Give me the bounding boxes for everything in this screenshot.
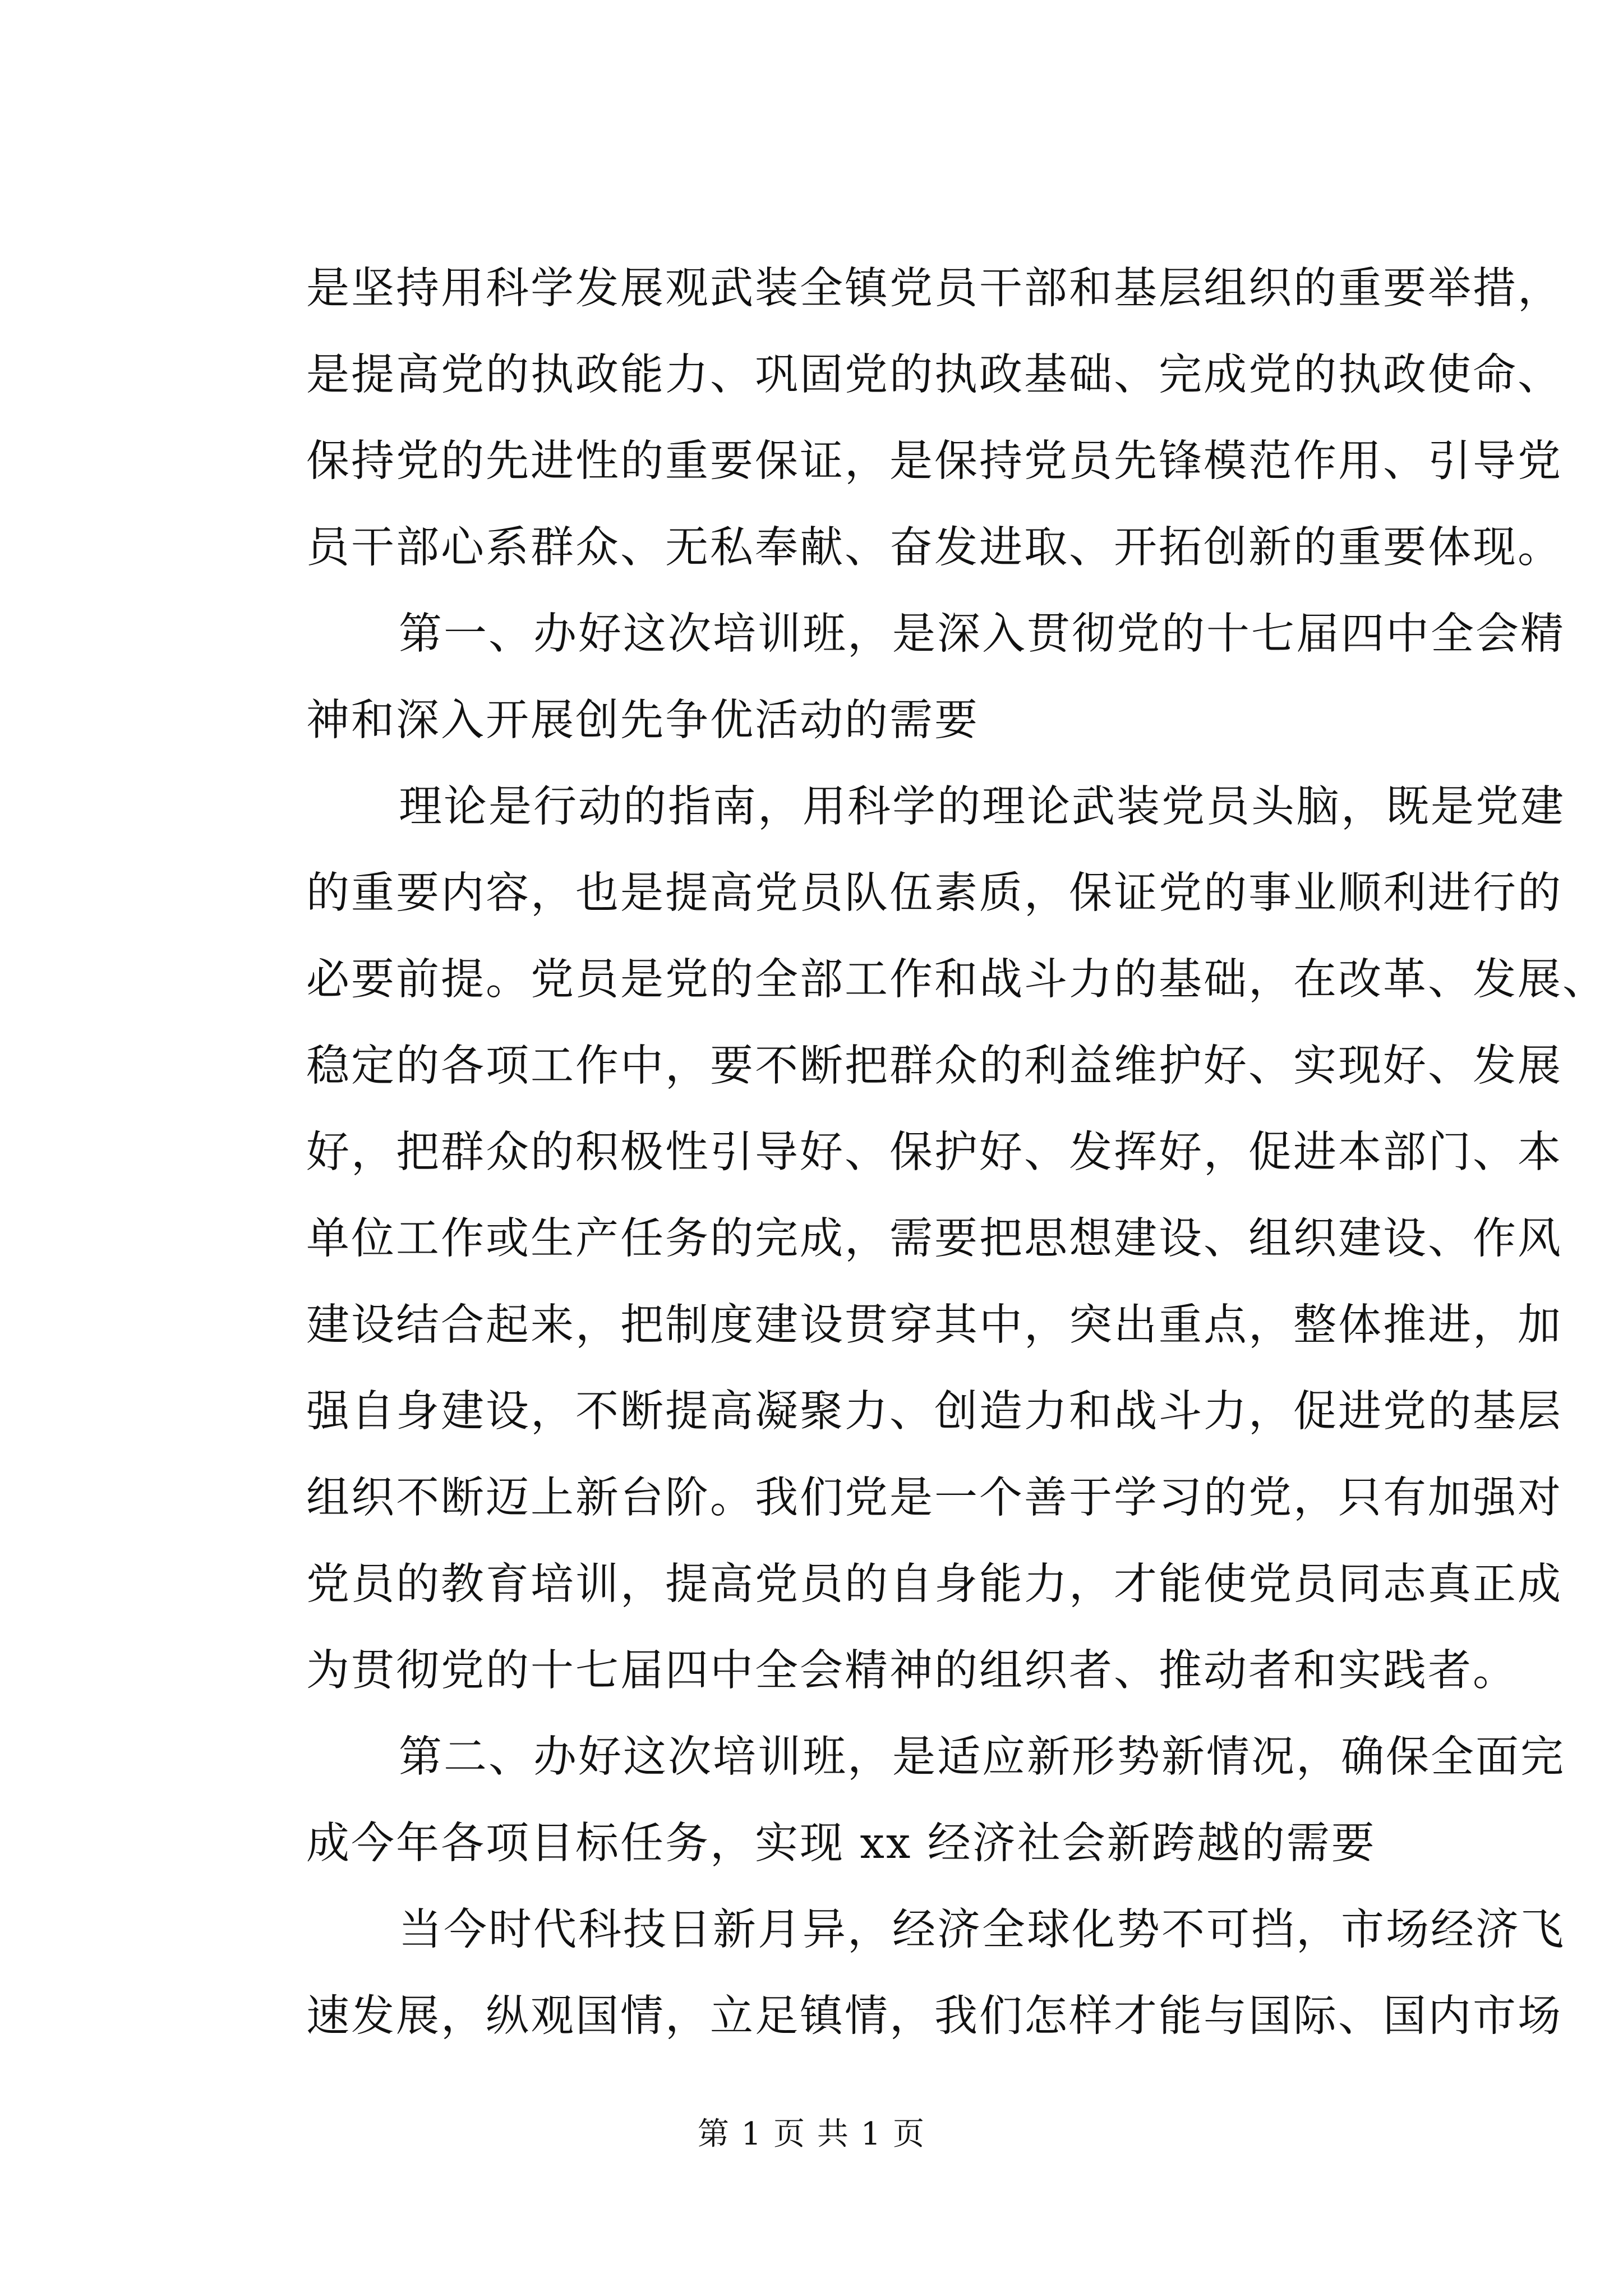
paragraph-1-line-3: 保持党的先进性的重要保证，是保持党员先锋模范作用、引导党 bbox=[306, 436, 1562, 486]
paragraph-5-line-2: 速发展，纵观国情，立足镇情，我们怎样才能与国际、国内市场 bbox=[306, 1991, 1562, 2041]
paragraph-3-line-10: 党员的教育培训，提高党员的自身能力，才能使党员同志真正成 bbox=[306, 1559, 1562, 1609]
paragraph-3-line-4: 稳定的各项工作中，要不断把群众的利益维护好、实现好、发展 bbox=[306, 1041, 1562, 1091]
paragraph-3-line-6: 单位工作或生产任务的完成，需要把思想建设、组织建设、作风 bbox=[306, 1214, 1562, 1264]
paragraph-3-line-2: 的重要内容，也是提高党员队伍素质，保证党的事业顺利进行的 bbox=[306, 868, 1562, 918]
document-body bbox=[306, 246, 1607, 2060]
paragraph-3-line-1: 理论是行动的指南，用科学的理论武装党员头脑，既是党建 bbox=[399, 782, 1565, 832]
paragraph-3-line-9: 组织不断迈上新台阶。我们党是一个善于学习的党，只有加强对 bbox=[306, 1473, 1562, 1523]
paragraph-3-line-11: 为贯彻党的十七届四中全会精神的组织者、推动者和实践者。 bbox=[306, 1646, 1518, 1696]
heading-1-line-1: 第一、办好这次培训班，是深入贯彻党的十七届四中全会精 bbox=[399, 609, 1565, 659]
heading-2-line-1: 第二、办好这次培训班，是适应新形势新情况，确保全面完 bbox=[399, 1732, 1565, 1782]
paragraph-1-line-4: 员干部心系群众、无私奉献、奋发进取、开拓创新的重要体现。 bbox=[306, 523, 1562, 573]
paragraph-3-line-7: 建设结合起来，把制度建设贯穿其中，突出重点，整体推进，加 bbox=[306, 1300, 1562, 1350]
heading-2-line-2: 成今年各项目标任务，实现 xx 经济社会新跨越的需要 bbox=[306, 1819, 1376, 1869]
paragraph-5-line-1: 当今时代科技日新月异，经济全球化势不可挡，市场经济飞 bbox=[399, 1905, 1565, 1955]
paragraph-1-line-1: 是坚持用科学发展观武装全镇党员干部和基层组织的重要举措， bbox=[306, 264, 1562, 314]
heading-1-line-2: 神和深入开展创先争优活动的需要 bbox=[306, 696, 979, 746]
paragraph-3-line-8: 强自身建设，不断提高凝聚力、创造力和战斗力，促进党的基层 bbox=[306, 1387, 1562, 1437]
page-footer: 第 1 页 共 1 页 bbox=[697, 2116, 926, 2152]
paragraph-1-line-2: 是提高党的执政能力、巩固党的执政基础、完成党的执政使命、 bbox=[306, 350, 1562, 400]
paragraph-3-line-3: 必要前提。党员是党的全部工作和战斗力的基础，在改革、发展、 bbox=[306, 955, 1607, 1005]
paragraph-3-line-5: 好，把群众的积极性引导好、保护好、发挥好，促进本部门、本 bbox=[306, 1128, 1562, 1177]
